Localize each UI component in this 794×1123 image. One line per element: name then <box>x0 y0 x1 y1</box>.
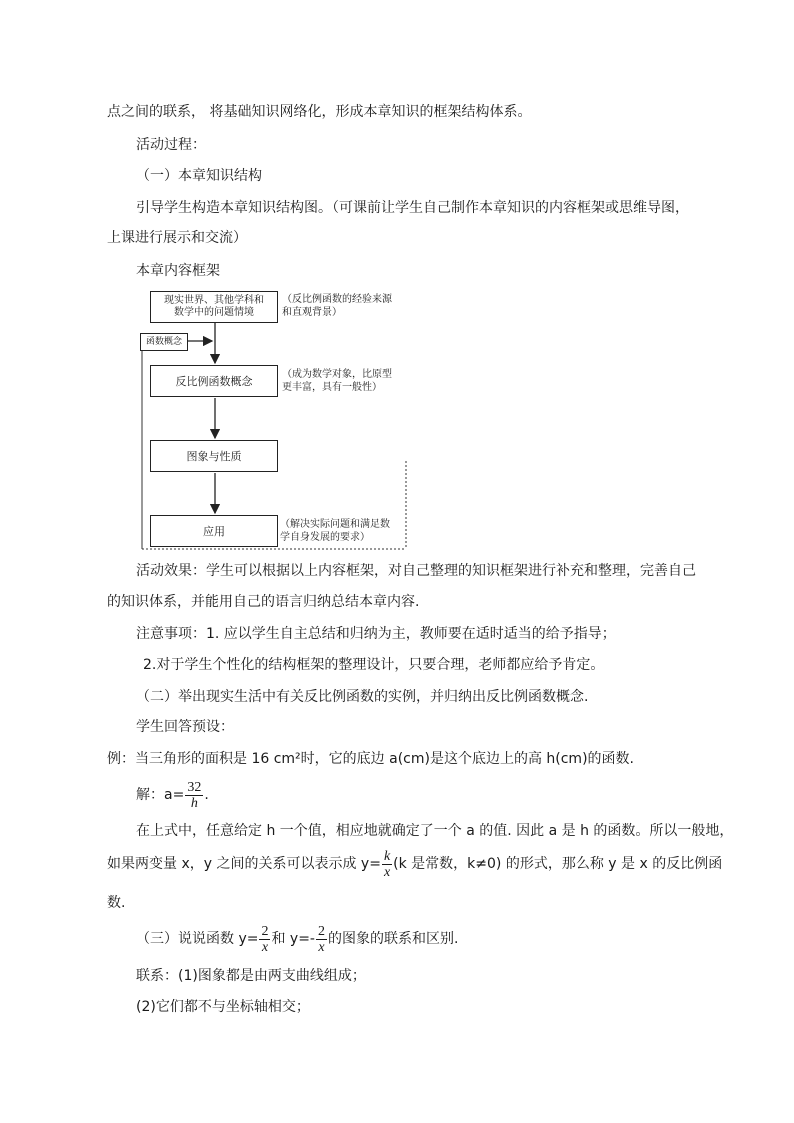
paragraph-knowledge-network: 点之间的联系， 将基础知识网络化，形成本章知识的框架结构体系。 <box>107 104 532 120</box>
example-triangle: 例：当三角形的面积是 16 cm²时，它的底边 a(cm)是这个底边上的高 h(cm)的函数. <box>107 751 634 767</box>
fraction-denominator: x <box>316 939 327 955</box>
fraction-numerator: 2 <box>318 923 325 939</box>
box-inverse-proportion-concept: 反比例函数概念 <box>150 365 278 397</box>
section-three-mid: 和 y=- <box>271 931 315 947</box>
fraction-numerator: k <box>383 848 391 864</box>
note-mathematical-object: （成为数学对象，比原型 更丰富，具有一般性） <box>282 369 392 393</box>
activity-process-label: 活动过程： <box>136 137 206 153</box>
knowledge-flowchart <box>130 283 420 553</box>
guide-structure-line-1: 引导学生构造本章知识结构图。（可课前让学生自己制作本章知识的内容框架或思维导图， <box>136 200 689 216</box>
note-experience-source: （反比例函数的经验来源 和直观背景） <box>282 294 392 318</box>
guide-structure-line-2: 上课进行展示和交流） <box>107 230 247 246</box>
general-definition-line-2 <box>107 846 722 882</box>
notes-item-2: 2.对于学生个性化的结构框架的整理设计，只要合理，老师都应给予肯定。 <box>143 657 605 673</box>
notes-item-1: 注意事项：1. 应以学生自主总结和归纳为主，教师要在适时适当的给予指导； <box>136 626 616 642</box>
box-graph-and-properties: 图象与性质 <box>150 440 278 472</box>
activity-effect-line-1: 活动效果：学生可以根据以上内容框架，对自己整理的知识框架进行补充和整理，完善自己 <box>136 563 696 579</box>
general-definition-line-1: 在上式中，任意给定 h 一个值，相应地就确定了一个 a 的值. 因此 a 是 h 的函数。所以一般地， <box>136 823 734 839</box>
fraction-denominator: h <box>185 795 203 811</box>
section-three-suffix: 的图象的联系和区别. <box>328 931 459 947</box>
fraction-denominator: x <box>383 864 391 880</box>
connection-item-1: 联系：(1)图象都是由两支曲线组成； <box>136 968 366 984</box>
definition-suffix: (k 是常数，k≠0) 的形式，那么称 y 是 x 的反比例函 <box>393 856 723 872</box>
solution-prefix: 解：a= <box>136 787 185 803</box>
fraction-numerator: 32 <box>187 779 202 795</box>
fraction-2-over-x <box>259 924 270 955</box>
section-two-heading: （二）举出现实生活中有关反比例函数的实例，并归纳出反比例函数概念. <box>136 689 589 705</box>
fraction-neg-2-over-x <box>316 924 327 955</box>
box-application: 应用 <box>150 515 278 547</box>
note-solve-problems: （解决实际问题和满足数 学自身发展的要求） <box>280 519 390 543</box>
solution-suffix: . <box>204 787 209 803</box>
box-function-concept: 函数概念 <box>140 333 188 351</box>
connection-item-2: (2)它们都不与坐标轴相交； <box>136 999 310 1015</box>
activity-effect-line-2: 的知识体系，并能用自己的语言归纳总结本章内容. <box>107 594 420 610</box>
fraction-k-over-x <box>382 849 392 880</box>
student-answer-label: 学生回答预设： <box>136 719 234 735</box>
fraction-numerator: 2 <box>261 923 269 939</box>
solution-a-equals <box>136 775 209 815</box>
section-three-prefix: （三）说说函数 y= <box>136 931 259 947</box>
fraction-denominator: x <box>259 939 270 955</box>
box-problem-situation: 现实世界、其他学科和 数学中的问题情境 <box>150 291 278 323</box>
general-definition-line-3: 数. <box>107 895 126 911</box>
fraction-32-over-h <box>185 780 203 811</box>
section-one-heading: （一）本章知识结构 <box>136 168 262 184</box>
chapter-framework-title: 本章内容框架 <box>136 263 220 279</box>
section-three-heading <box>136 920 458 958</box>
flowchart-connectors <box>130 283 420 553</box>
definition-prefix: 如果两变量 x，y 之间的关系可以表示成 y= <box>107 856 381 872</box>
